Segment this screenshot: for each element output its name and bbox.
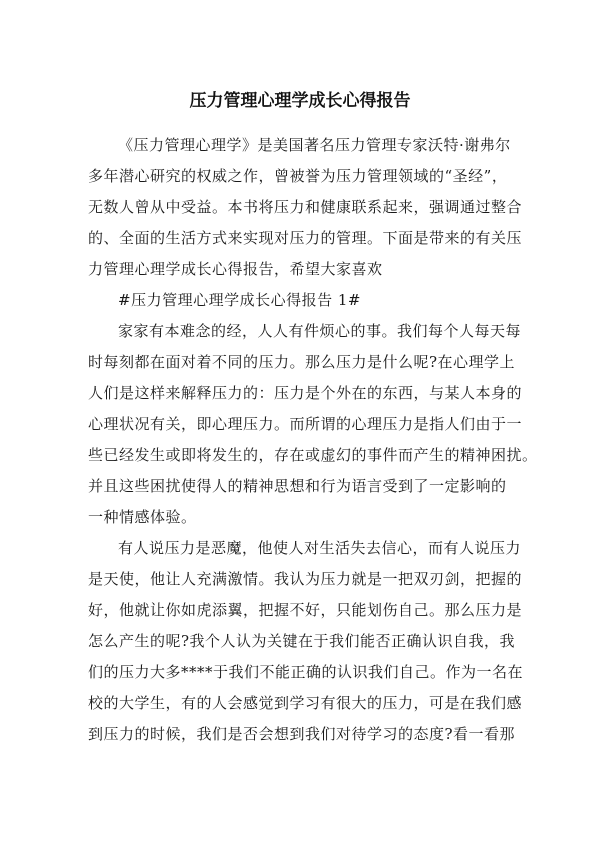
text-line: 力管理心理学成长心得报告，希望大家喜欢 [88,260,383,278]
text-line: 到压力的时候，我们是否会想到我们对待学习的态度?看一看那 [88,725,516,743]
text-line: 有人说压力是恶魔，他使人对生活失去信心，而有人说压力 [118,539,522,557]
text-line: 时每刻都在面对着不同的压力。那么压力是什么呢?在心理学上 [88,353,516,371]
text-line: 的、全面的生活方式来实现对压力的管理。下面是带来的有关压 [88,229,523,247]
text-line: 一种情感体验。 [88,508,197,526]
text-line: 些已经发生或即将发生的，存在或虚幻的事件而产生的精神困扰。 [88,446,538,464]
text-line: 校的大学生，有的人会感觉到学习有很大的压力，可是在我们感 [88,694,523,712]
text-line: 无数人曾从中受益。本书将压力和健康联系起来，强调通过整合 [88,198,523,216]
text-line: 是天使，他让人充满激情。我认为压力就是一把双刃剑，把握的 [88,570,523,588]
text-line: 人们是这样来解释压力的：压力是个外在的东西，与某人本身的 [88,384,523,402]
text-line: 好，他就让你如虎添翼，把握不好，只能划伤自己。那么压力是 [88,601,523,619]
text-line: 怎么产生的呢?我个人认为关键在于我们能否正确认识自我，我 [88,632,516,650]
text-line: 心理状况有关，即心理压力。而所谓的心理压力是指人们由于一 [88,415,523,433]
text-line: 并且这些困扰使得人的精神思想和行为语言受到了一定影响的 [88,477,507,495]
document-body [88,130,538,750]
text-line: #压力管理心理学成长心得报告 1# [118,291,361,309]
text-line: 多年潜心研究的权威之作，曾被誉为压力管理领域的“圣经”， [88,167,508,185]
text-line: 们的压力大多****于我们不能正确的认识我们自己。作为一名在 [88,663,524,681]
text-line: 家家有本难念的经，人人有件烦心的事。我们每个人每天每 [118,322,522,340]
document-title: 压力管理心理学成长心得报告 [189,91,411,111]
text-line: 《压力管理心理学》是美国著名压力管理专家沃特·谢弗尔 [118,136,511,154]
